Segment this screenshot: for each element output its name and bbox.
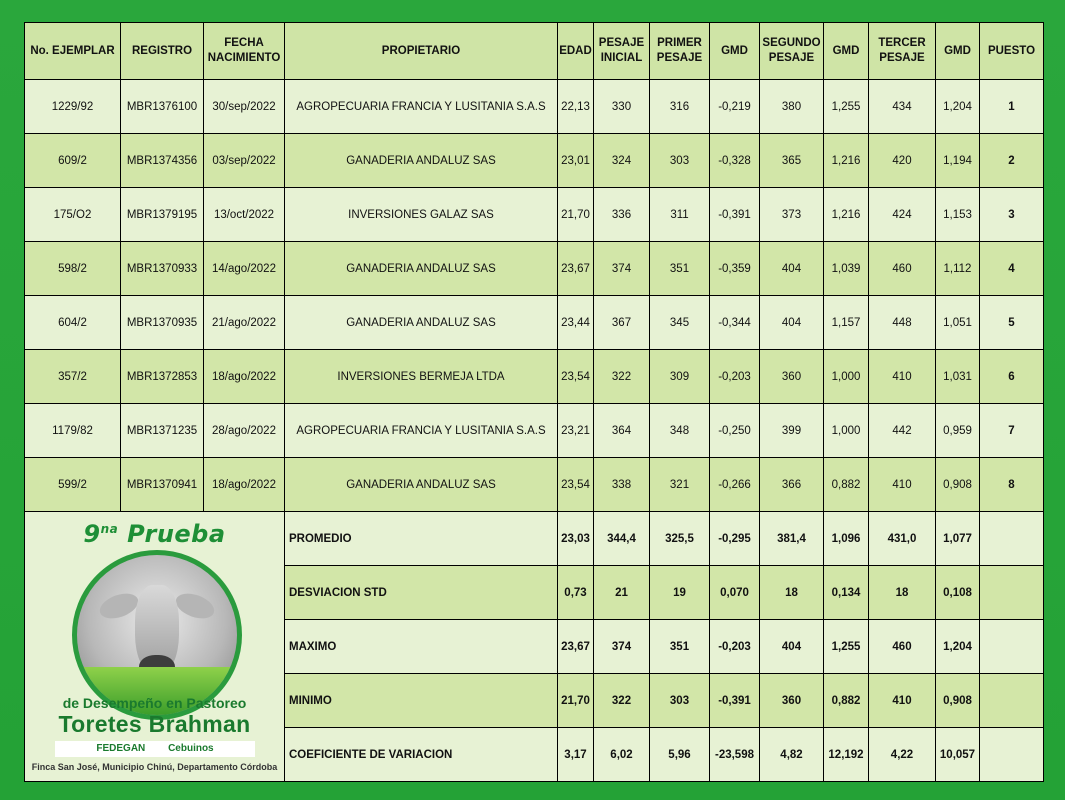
cell-propietario: GANADERIA ANDALUZ SAS xyxy=(285,458,558,512)
cell-gmd-3: 1,204 xyxy=(936,80,980,134)
cell-puesto: 3 xyxy=(980,188,1044,242)
logo-box xyxy=(25,512,284,781)
logo-location: Finca San José, Municipio Chinú, Departamento Córdoba xyxy=(31,762,278,772)
cell-pesaje-inicial: 322 xyxy=(594,350,650,404)
results-table-frame xyxy=(24,22,1043,778)
cow-ear-icon xyxy=(172,589,217,623)
cell-pesaje-inicial: 364 xyxy=(594,404,650,458)
cell-primer-pesaje: 321 xyxy=(650,458,710,512)
stat-label: DESVIACION STD xyxy=(285,566,558,620)
cell-pesaje-inicial: 324 xyxy=(594,134,650,188)
cell-edad: 23,54 xyxy=(558,350,594,404)
cell-registro: MBR1374356 xyxy=(121,134,204,188)
cell-gmd-1: -0,344 xyxy=(710,296,760,350)
stat-segundo-pesaje: 381,4 xyxy=(760,512,824,566)
cell-primer-pesaje: 311 xyxy=(650,188,710,242)
cell-puesto: 2 xyxy=(980,134,1044,188)
cell-primer-pesaje: 309 xyxy=(650,350,710,404)
stat-label: COEFICIENTE DE VARIACION xyxy=(285,728,558,782)
stat-gmd-1: -0,203 xyxy=(710,620,760,674)
stats-row-promedio xyxy=(25,512,1044,566)
cell-gmd-1: -0,359 xyxy=(710,242,760,296)
cell-primer-pesaje: 345 xyxy=(650,296,710,350)
cell-segundo-pesaje: 399 xyxy=(760,404,824,458)
cell-gmd-3: 1,051 xyxy=(936,296,980,350)
cell-fecha: 03/sep/2022 xyxy=(204,134,285,188)
header-gmd-2: GMD xyxy=(824,23,869,80)
cell-registro: MBR1370941 xyxy=(121,458,204,512)
header-propietario: PROPIETARIO xyxy=(285,23,558,80)
header-no-ejemplar: No. EJEMPLAR xyxy=(25,23,121,80)
stat-gmd-3: 1,204 xyxy=(936,620,980,674)
stat-tercer-pesaje: 460 xyxy=(869,620,936,674)
cell-segundo-pesaje: 404 xyxy=(760,296,824,350)
logo-subtitle: de Desempeño en Pastoreo xyxy=(62,695,247,711)
stat-pesaje-inicial: 21 xyxy=(594,566,650,620)
cell-tercer-pesaje: 448 xyxy=(869,296,936,350)
stat-gmd-1: -0,391 xyxy=(710,674,760,728)
cell-gmd-2: 1,216 xyxy=(824,188,869,242)
cell-segundo-pesaje: 373 xyxy=(760,188,824,242)
cell-edad: 21,70 xyxy=(558,188,594,242)
stat-gmd-3: 1,077 xyxy=(936,512,980,566)
stat-pesaje-inicial: 374 xyxy=(594,620,650,674)
cell-gmd-3: 1,031 xyxy=(936,350,980,404)
stat-label: MINIMO xyxy=(285,674,558,728)
cell-tercer-pesaje: 424 xyxy=(869,188,936,242)
header-fecha: FECHA NACIMIENTO xyxy=(204,23,285,80)
header-puesto: PUESTO xyxy=(980,23,1044,80)
stat-label: MAXIMO xyxy=(285,620,558,674)
header-segundo-pesaje: SEGUNDO PESAJE xyxy=(760,23,824,80)
cell-registro: MBR1370935 xyxy=(121,296,204,350)
logo-main-title: Toretes Brahman xyxy=(58,711,251,737)
stat-empty xyxy=(980,674,1044,728)
cell-pesaje-inicial: 336 xyxy=(594,188,650,242)
logo-title xyxy=(25,520,284,548)
cell-gmd-1: -0,391 xyxy=(710,188,760,242)
cell-edad: 23,21 xyxy=(558,404,594,458)
sponsor-1: FEDEGAN xyxy=(96,743,146,754)
cell-no: 175/O2 xyxy=(25,188,121,242)
cell-tercer-pesaje: 410 xyxy=(869,350,936,404)
cell-gmd-2: 1,255 xyxy=(824,80,869,134)
stat-edad: 3,17 xyxy=(558,728,594,782)
stat-empty xyxy=(980,566,1044,620)
cell-propietario: AGROPECUARIA FRANCIA Y LUSITANIA S.A.S xyxy=(285,404,558,458)
cell-segundo-pesaje: 366 xyxy=(760,458,824,512)
cell-gmd-1: -0,266 xyxy=(710,458,760,512)
cell-propietario: INVERSIONES GALAZ SAS xyxy=(285,188,558,242)
cell-gmd-3: 0,959 xyxy=(936,404,980,458)
table-row xyxy=(25,80,1044,134)
stat-empty xyxy=(980,728,1044,782)
stat-edad: 21,70 xyxy=(558,674,594,728)
cell-puesto: 8 xyxy=(980,458,1044,512)
table-row xyxy=(25,404,1044,458)
stat-gmd-2: 0,882 xyxy=(824,674,869,728)
cell-gmd-1: -0,328 xyxy=(710,134,760,188)
stat-edad: 23,03 xyxy=(558,512,594,566)
stat-pesaje-inicial: 322 xyxy=(594,674,650,728)
stat-tercer-pesaje: 431,0 xyxy=(869,512,936,566)
cell-registro: MBR1376100 xyxy=(121,80,204,134)
cell-edad: 22,13 xyxy=(558,80,594,134)
stat-primer-pesaje: 19 xyxy=(650,566,710,620)
stat-gmd-2: 1,255 xyxy=(824,620,869,674)
cell-gmd-2: 0,882 xyxy=(824,458,869,512)
stat-gmd-2: 0,134 xyxy=(824,566,869,620)
cell-propietario: AGROPECUARIA FRANCIA Y LUSITANIA S.A.S xyxy=(285,80,558,134)
header-edad: EDAD xyxy=(558,23,594,80)
sponsor-logos xyxy=(55,741,255,757)
stat-edad: 0,73 xyxy=(558,566,594,620)
cell-gmd-1: -0,203 xyxy=(710,350,760,404)
stat-gmd-3: 10,057 xyxy=(936,728,980,782)
sponsor-2: Cebuinos xyxy=(168,743,214,754)
stat-gmd-2: 1,096 xyxy=(824,512,869,566)
stat-tercer-pesaje: 410 xyxy=(869,674,936,728)
stat-gmd-1: -23,598 xyxy=(710,728,760,782)
cell-pesaje-inicial: 367 xyxy=(594,296,650,350)
header-primer-pesaje: PRIMER PESAJE xyxy=(650,23,710,80)
cell-propietario: INVERSIONES BERMEJA LTDA xyxy=(285,350,558,404)
cell-registro: MBR1379195 xyxy=(121,188,204,242)
cell-fecha: 18/ago/2022 xyxy=(204,350,285,404)
header-registro: REGISTRO xyxy=(121,23,204,80)
cell-gmd-1: -0,250 xyxy=(710,404,760,458)
table-row xyxy=(25,134,1044,188)
cell-puesto: 1 xyxy=(980,80,1044,134)
logo-ordinal: 9 xyxy=(83,520,101,548)
cell-gmd-3: 1,112 xyxy=(936,242,980,296)
cell-primer-pesaje: 348 xyxy=(650,404,710,458)
cell-gmd-3: 0,908 xyxy=(936,458,980,512)
cell-segundo-pesaje: 365 xyxy=(760,134,824,188)
cell-segundo-pesaje: 404 xyxy=(760,242,824,296)
cell-propietario: GANADERIA ANDALUZ SAS xyxy=(285,296,558,350)
cell-gmd-2: 1,000 xyxy=(824,350,869,404)
cell-fecha: 21/ago/2022 xyxy=(204,296,285,350)
cell-edad: 23,54 xyxy=(558,458,594,512)
cell-tercer-pesaje: 420 xyxy=(869,134,936,188)
stat-gmd-1: -0,295 xyxy=(710,512,760,566)
cell-edad: 23,67 xyxy=(558,242,594,296)
stat-pesaje-inicial: 344,4 xyxy=(594,512,650,566)
logo-ordinal-suffix: na xyxy=(100,522,119,536)
cell-tercer-pesaje: 442 xyxy=(869,404,936,458)
header-pesaje-inicial: PESAJE INICIAL xyxy=(594,23,650,80)
cell-tercer-pesaje: 434 xyxy=(869,80,936,134)
stat-gmd-3: 0,108 xyxy=(936,566,980,620)
cell-no: 357/2 xyxy=(25,350,121,404)
table-row xyxy=(25,188,1044,242)
stat-gmd-1: 0,070 xyxy=(710,566,760,620)
cell-fecha: 30/sep/2022 xyxy=(204,80,285,134)
cell-registro: MBR1371235 xyxy=(121,404,204,458)
cell-puesto: 6 xyxy=(980,350,1044,404)
cell-primer-pesaje: 351 xyxy=(650,242,710,296)
stat-empty xyxy=(980,512,1044,566)
table-row xyxy=(25,350,1044,404)
cell-gmd-2: 1,157 xyxy=(824,296,869,350)
header-tercer-pesaje: TERCER PESAJE xyxy=(869,23,936,80)
cell-gmd-1: -0,219 xyxy=(710,80,760,134)
cell-gmd-3: 1,153 xyxy=(936,188,980,242)
cell-gmd-2: 1,000 xyxy=(824,404,869,458)
header-gmd-3: GMD xyxy=(936,23,980,80)
cell-no: 1229/92 xyxy=(25,80,121,134)
stat-gmd-3: 0,908 xyxy=(936,674,980,728)
cell-tercer-pesaje: 460 xyxy=(869,242,936,296)
cell-propietario: GANADERIA ANDALUZ SAS xyxy=(285,134,558,188)
stat-label: PROMEDIO xyxy=(285,512,558,566)
cell-primer-pesaje: 303 xyxy=(650,134,710,188)
stat-tercer-pesaje: 18 xyxy=(869,566,936,620)
cell-puesto: 4 xyxy=(980,242,1044,296)
cell-pesaje-inicial: 338 xyxy=(594,458,650,512)
stat-empty xyxy=(980,620,1044,674)
stat-segundo-pesaje: 18 xyxy=(760,566,824,620)
event-logo xyxy=(25,512,285,782)
stat-segundo-pesaje: 4,82 xyxy=(760,728,824,782)
results-table xyxy=(24,22,1044,782)
stat-primer-pesaje: 325,5 xyxy=(650,512,710,566)
cell-registro: MBR1372853 xyxy=(121,350,204,404)
cell-segundo-pesaje: 360 xyxy=(760,350,824,404)
stat-segundo-pesaje: 404 xyxy=(760,620,824,674)
stat-gmd-2: 12,192 xyxy=(824,728,869,782)
cell-no: 609/2 xyxy=(25,134,121,188)
cell-no: 1179/82 xyxy=(25,404,121,458)
table-row xyxy=(25,458,1044,512)
header-gmd-1: GMD xyxy=(710,23,760,80)
cell-no: 598/2 xyxy=(25,242,121,296)
cell-fecha: 28/ago/2022 xyxy=(204,404,285,458)
cell-no: 599/2 xyxy=(25,458,121,512)
stat-edad: 23,67 xyxy=(558,620,594,674)
cell-gmd-3: 1,194 xyxy=(936,134,980,188)
cell-propietario: GANADERIA ANDALUZ SAS xyxy=(285,242,558,296)
header-row xyxy=(25,23,1044,80)
cell-fecha: 18/ago/2022 xyxy=(204,458,285,512)
stat-primer-pesaje: 5,96 xyxy=(650,728,710,782)
stat-segundo-pesaje: 360 xyxy=(760,674,824,728)
cell-segundo-pesaje: 380 xyxy=(760,80,824,134)
cell-fecha: 14/ago/2022 xyxy=(204,242,285,296)
cell-gmd-2: 1,039 xyxy=(824,242,869,296)
stat-pesaje-inicial: 6,02 xyxy=(594,728,650,782)
table-row xyxy=(25,242,1044,296)
cell-gmd-2: 1,216 xyxy=(824,134,869,188)
table-row xyxy=(25,296,1044,350)
stat-primer-pesaje: 303 xyxy=(650,674,710,728)
cell-registro: MBR1370933 xyxy=(121,242,204,296)
cell-pesaje-inicial: 374 xyxy=(594,242,650,296)
cell-edad: 23,01 xyxy=(558,134,594,188)
cell-pesaje-inicial: 330 xyxy=(594,80,650,134)
cell-edad: 23,44 xyxy=(558,296,594,350)
cell-puesto: 5 xyxy=(980,296,1044,350)
stat-tercer-pesaje: 4,22 xyxy=(869,728,936,782)
cell-fecha: 13/oct/2022 xyxy=(204,188,285,242)
cell-tercer-pesaje: 410 xyxy=(869,458,936,512)
cell-no: 604/2 xyxy=(25,296,121,350)
cell-puesto: 7 xyxy=(980,404,1044,458)
stat-primer-pesaje: 351 xyxy=(650,620,710,674)
logo-title-text: Prueba xyxy=(127,520,226,548)
cell-primer-pesaje: 316 xyxy=(650,80,710,134)
